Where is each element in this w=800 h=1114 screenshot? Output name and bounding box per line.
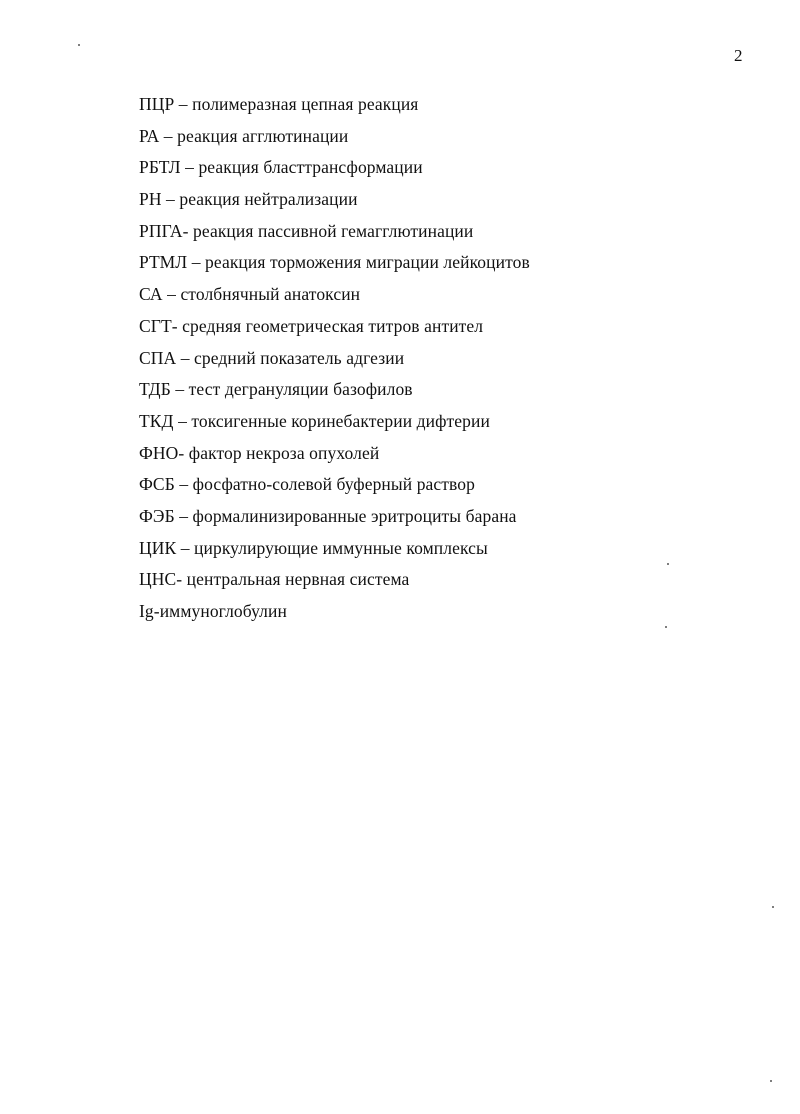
scan-speck xyxy=(667,563,669,565)
abbreviation-item: ПЦР – полимеразная цепная реакция xyxy=(139,94,419,114)
abbreviation-item: СГТ- средняя геометрическая титров антител xyxy=(139,315,484,336)
scan-speck xyxy=(770,1080,772,1082)
abbreviation-item: СА – столбнячный анатоксин xyxy=(139,284,361,305)
abbreviation-item: РПГА- реакция пассивной гемагглютинации xyxy=(139,220,474,241)
abbreviation-item: РБТЛ – реакция бласттрансформации xyxy=(139,157,423,178)
scan-speck xyxy=(78,44,80,46)
abbreviation-item: СПА – средний показатель адгезии xyxy=(139,347,405,368)
abbreviation-item: РТМЛ – реакция торможения миграции лейкоцитов xyxy=(139,252,530,273)
abbreviation-item: ЦНС- центральная нервная система xyxy=(139,569,410,590)
scan-speck xyxy=(772,906,774,908)
abbreviation-item: Ig-иммуноглобулин xyxy=(139,601,287,621)
abbreviation-item: ФНО- фактор некроза опухолей xyxy=(139,442,380,463)
page-number: 2 xyxy=(734,46,743,65)
abbreviation-item: ТКД – токсигенные коринебактерии дифтерии xyxy=(139,410,490,431)
abbreviation-item: РА – реакция агглютинации xyxy=(139,125,349,146)
abbreviation-item: ТДБ – тест дегрануляции базофилов xyxy=(139,379,413,400)
abbreviation-item: ЦИК – циркулирующие иммунные комплексы xyxy=(139,537,488,558)
abbreviation-item: ФСБ – фосфатно-солевой буферный раствор xyxy=(139,474,475,495)
abbreviation-item: РН – реакция нейтрализации xyxy=(139,189,358,210)
abbreviation-item: ФЭБ – формалинизированные эритроциты барана xyxy=(139,505,517,526)
scan-speck xyxy=(665,626,667,628)
abbreviation-list xyxy=(139,94,530,633)
